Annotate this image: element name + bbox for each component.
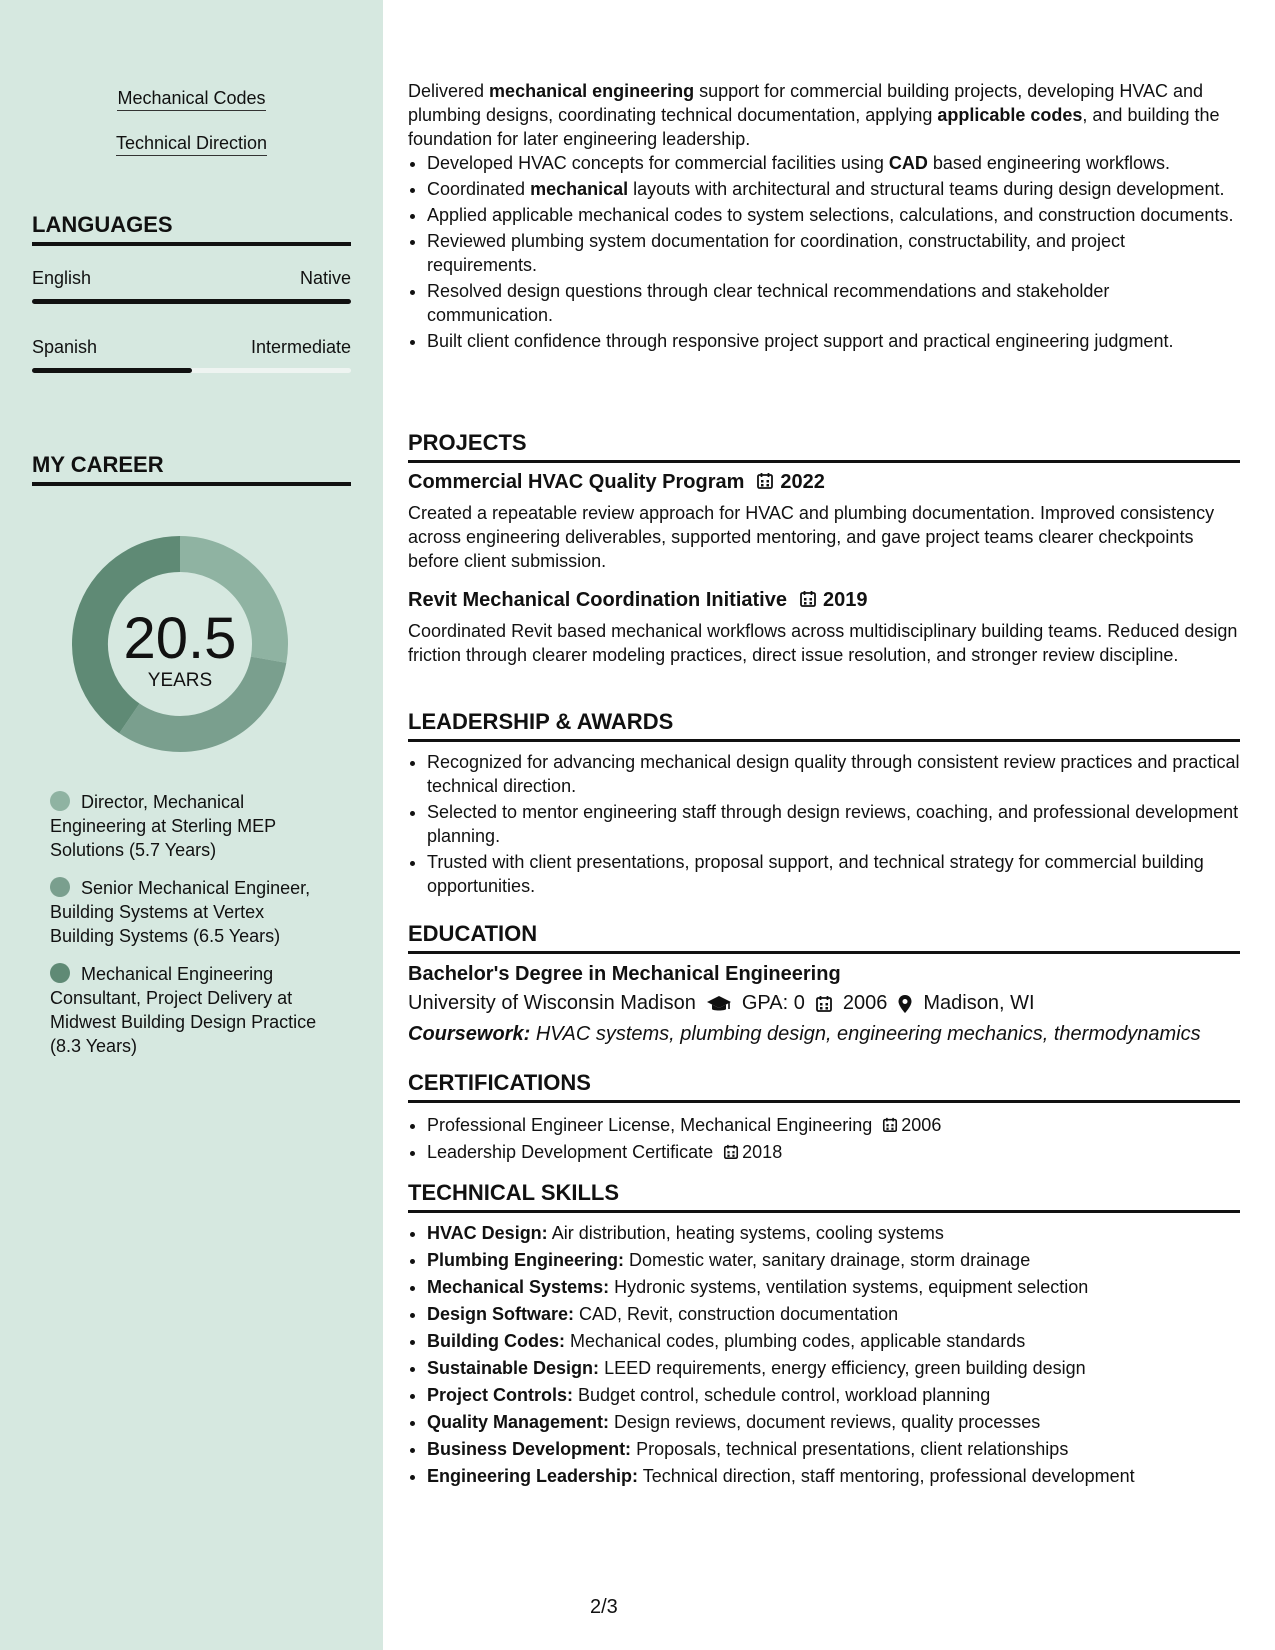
language-bar-fill <box>32 299 351 304</box>
list-item: • Design Software: CAD, Revit, construction documentation <box>427 1301 1240 1328</box>
project-year: 2022 <box>780 471 825 493</box>
legend-dot <box>50 877 70 897</box>
project-description: Created a repeatable review approach for HVAC and plumbing documentation. Improved consistency across engineering deliverables, supported mentoring, and gave project teams clearer checkpoints before client submission. <box>408 503 1215 571</box>
career-item <box>50 876 330 948</box>
language-bar-spanish <box>32 368 351 373</box>
career-list <box>50 790 330 1072</box>
skill-label: Technical Direction <box>116 133 267 156</box>
career-item <box>50 962 330 1058</box>
school-name: University of Wisconsin Madison <box>408 992 696 1014</box>
coursework: Coursework: HVAC systems, plumbing design, engineering mechanics, thermodynamics <box>408 1023 1201 1045</box>
languages-heading: LANGUAGES <box>32 212 351 246</box>
list-item: • Sustainable Design: LEED requirements, energy efficiency, green building design <box>427 1355 1240 1382</box>
certifications-heading: CERTIFICATIONS <box>408 1070 1240 1103</box>
location-pin-icon <box>897 994 913 1014</box>
career-item-text: Senior Mechanical Engineer, Building Systems at Vertex Building Systems (6.5 Years) <box>50 878 311 946</box>
career-item <box>50 790 330 862</box>
education-heading: EDUCATION <box>408 921 1240 954</box>
project-description: Coordinated Revit based mechanical workflows across multidisciplinary building teams. Reduced design friction through clearer modeling practices, direct issue resolution, and stronger review discipline. <box>408 621 1238 665</box>
list-item: • Reviewed plumbing system documentation for coordination, constructability, and project requirements. <box>427 229 1240 277</box>
skill-mechanical-codes <box>0 88 383 109</box>
career-item-text: Mechanical Engineering Consultant, Project Delivery at Midwest Building Design Practice (8.3 Years) <box>50 964 317 1056</box>
graduation-year: 2006 <box>842 992 888 1014</box>
leadership-heading: LEADERSHIP & AWARDS <box>408 709 1240 742</box>
legend-dot <box>50 791 70 811</box>
project-title: Commercial HVAC Quality Program 2022 <box>408 471 825 493</box>
career-total: 20.5 <box>123 606 237 671</box>
language-level: Native <box>299 268 351 288</box>
calendar-icon <box>799 590 817 608</box>
technical-skills-list <box>408 1220 1240 1490</box>
list-item: • Applied applicable mechanical codes to system selections, calculations, and construction documents. <box>427 203 1240 227</box>
list-item: • Quality Management: Design reviews, document reviews, quality processes <box>427 1409 1240 1436</box>
calendar-icon <box>723 1144 739 1160</box>
graduation-cap-icon <box>706 994 732 1014</box>
list-item: • Building Codes: Mechanical codes, plumbing codes, applicable standards <box>427 1328 1240 1355</box>
leadership-list <box>408 750 1240 900</box>
list-item: • Leadership Development Certificate 2018 <box>427 1139 941 1166</box>
career-donut-chart <box>60 524 300 764</box>
page-number: 2/3 <box>590 1596 618 1618</box>
language-name: English <box>32 268 92 288</box>
calendar-icon <box>815 995 833 1013</box>
list-item: • Professional Engineer License, Mechanical Engineering 2006 <box>427 1112 941 1139</box>
projects-heading: PROJECTS <box>408 430 1240 463</box>
skill-label: Mechanical Codes <box>117 88 265 111</box>
language-name: Spanish <box>32 337 98 357</box>
education-details <box>408 992 1035 1015</box>
list-item: • Built client confidence through responsive project support and practical engineering judgment. <box>427 329 1240 353</box>
list-item: • HVAC Design: Air distribution, heating systems, cooling systems <box>427 1220 1240 1247</box>
language-level: Intermediate <box>250 337 351 357</box>
technical-skills-heading: TECHNICAL SKILLS <box>408 1180 1240 1213</box>
career-unit: YEARS <box>147 670 213 691</box>
list-item: • Recognized for advancing mechanical design quality through consistent review practices and practical technical direction. <box>427 750 1240 798</box>
degree-title: Bachelor's Degree in Mechanical Engineering <box>408 963 841 985</box>
list-item: • Resolved design questions through clear technical recommendations and stakeholder communication. <box>427 279 1240 327</box>
language-bar-fill <box>32 368 192 373</box>
language-english <box>32 268 351 289</box>
career-item-text: Director, Mechanical Engineering at Sterling MEP Solutions (5.7 Years) <box>50 792 276 860</box>
experience-bullets <box>408 151 1240 353</box>
list-item: • Coordinated mechanical layouts with architectural and structural teams during design development. <box>427 177 1240 201</box>
list-item: • Developed HVAC concepts for commercial facilities using CAD based engineering workflows. <box>427 151 1240 175</box>
career-heading: MY CAREER <box>32 452 351 486</box>
list-item: • Business Development: Proposals, technical presentations, client relationships <box>427 1436 1240 1463</box>
language-bar-english <box>32 299 351 304</box>
list-item: • Selected to mentor engineering staff through design reviews, coaching, and professional development planning. <box>427 800 1240 848</box>
list-item: • Project Controls: Budget control, schedule control, workload planning <box>427 1382 1240 1409</box>
calendar-icon <box>882 1117 898 1133</box>
list-item: • Engineering Leadership: Technical direction, staff mentoring, professional development <box>427 1463 1240 1490</box>
gpa: GPA: 0 <box>741 992 805 1014</box>
project-year: 2019 <box>822 589 868 611</box>
sidebar <box>0 0 383 1650</box>
project-title: Revit Mechanical Coordination Initiative 2019 <box>408 589 868 611</box>
language-spanish <box>32 337 351 358</box>
list-item: • Plumbing Engineering: Domestic water, sanitary drainage, storm drainage <box>427 1247 1240 1274</box>
skill-technical-direction <box>0 133 383 154</box>
calendar-icon <box>756 472 774 490</box>
list-item: • Mechanical Systems: Hydronic systems, ventilation systems, equipment selection <box>427 1274 1240 1301</box>
school-location: Madison, WI <box>923 992 1035 1014</box>
summary-paragraph: Delivered mechanical engineering support for commercial building projects, developing HVAC and plumbing designs, coordinating technical documentation, applying applicable codes, and building the foundation for later engineering leadership. <box>408 81 1220 149</box>
certification-list <box>408 1112 941 1166</box>
legend-dot <box>50 963 70 983</box>
experience-summary <box>408 79 1240 355</box>
list-item: • Trusted with client presentations, proposal support, and technical strategy for commercial building opportunities. <box>427 850 1240 898</box>
